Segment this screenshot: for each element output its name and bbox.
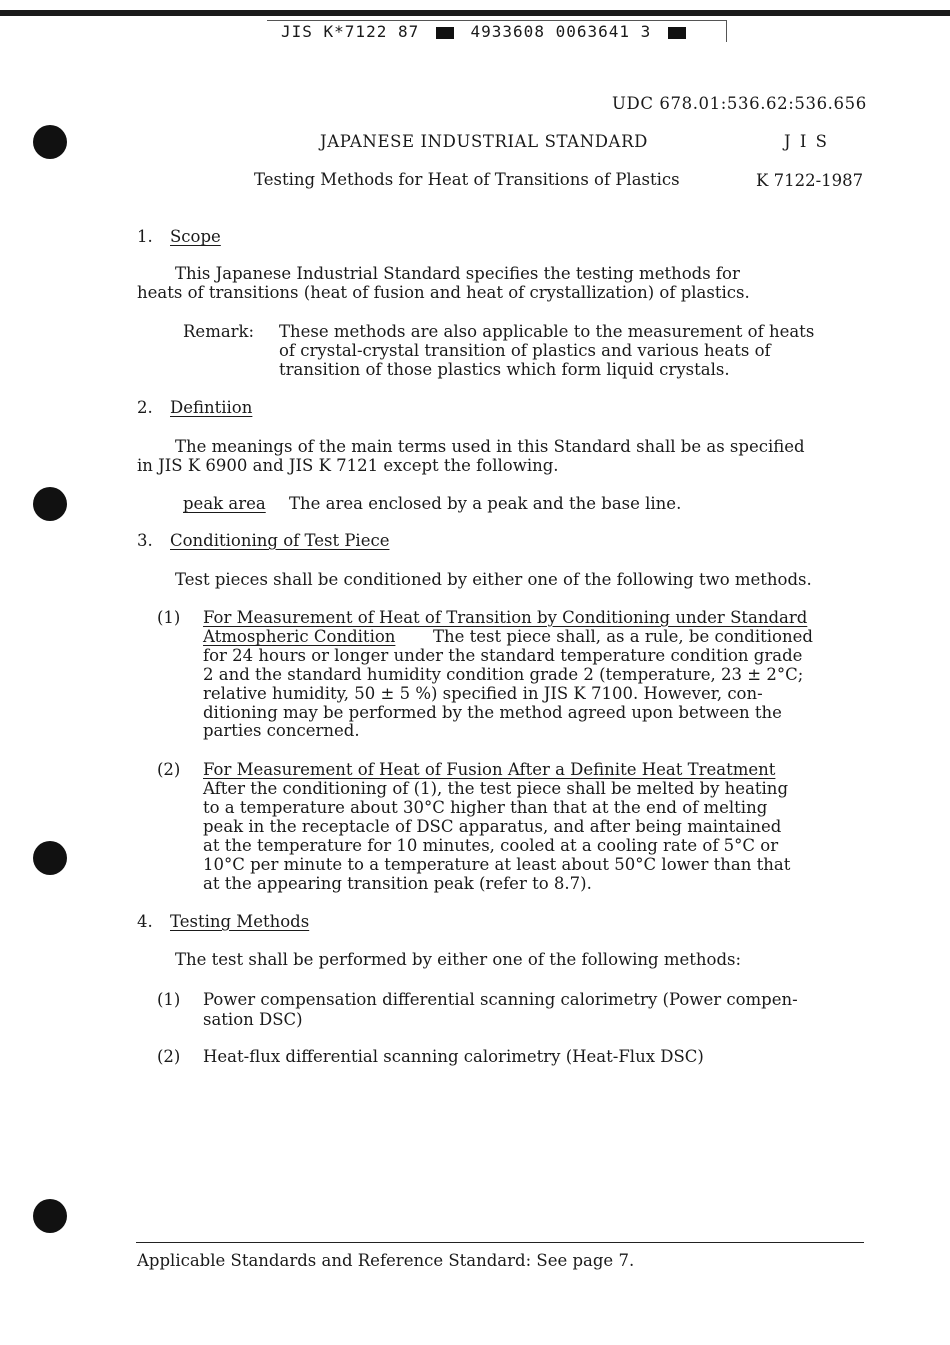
item-number: (1) bbox=[157, 608, 181, 627]
item-line: parties concerned. bbox=[203, 721, 360, 740]
section-1-para-line: This Japanese Industrial Standard specifies the testing methods for bbox=[175, 264, 740, 283]
item-line: at the appearing transition peak (refer to 8.7). bbox=[203, 874, 592, 893]
header-code-left: JIS K*7122 87 bbox=[281, 22, 420, 41]
item-heading: Atmospheric Condition bbox=[203, 627, 396, 646]
section-2-para-line: The meanings of the main terms used in this Standard shall be as specified bbox=[175, 437, 805, 456]
section-1-heading: Scope bbox=[170, 227, 221, 246]
punch-hole-icon bbox=[33, 487, 67, 521]
item-line: Power compensation differential scanning calorimetry (Power compen- bbox=[203, 990, 798, 1009]
section-3-heading: Conditioning of Test Piece bbox=[170, 531, 390, 550]
udc-number: UDC 678.01:536.62:536.656 bbox=[612, 94, 867, 113]
item-heading: For Measurement of Heat of Fusion After a Definite Heat Treatment bbox=[203, 760, 776, 779]
item-line: After the conditioning of (1), the test piece shall be melted by heating bbox=[203, 779, 789, 798]
item-line: 2 and the standard humidity condition grade 2 (temperature, 23 ± 2°C; bbox=[203, 665, 804, 684]
remark-line: transition of those plastics which form liquid crystals. bbox=[279, 360, 730, 379]
barcode-block-icon bbox=[668, 27, 686, 39]
punch-hole-icon bbox=[33, 125, 67, 159]
section-4-heading: Testing Methods bbox=[170, 912, 310, 931]
remark-label: Remark: bbox=[183, 322, 255, 341]
item-number: (2) bbox=[157, 760, 181, 779]
barcode-block-icon bbox=[436, 27, 454, 39]
footer-note: Applicable Standards and Reference Standard: See page 7. bbox=[137, 1251, 635, 1270]
punch-hole-icon bbox=[33, 841, 67, 875]
item-line: peak in the receptacle of DSC apparatus, and after being maintained bbox=[203, 817, 782, 836]
jis-label: J I S bbox=[784, 132, 829, 151]
header-code-strip bbox=[267, 20, 727, 42]
section-4-number: 4. bbox=[137, 912, 153, 931]
item-line: at the temperature for 10 minutes, cooled at a cooling rate of 5°C or bbox=[203, 836, 779, 855]
item-number: (2) bbox=[157, 1047, 181, 1066]
designation: K 7122-1987 bbox=[756, 171, 864, 190]
header-code-right: 4933608 0063641 3 bbox=[470, 22, 652, 41]
standard-label: JAPANESE INDUSTRIAL STANDARD bbox=[320, 132, 648, 151]
item-line: sation DSC) bbox=[203, 1010, 303, 1029]
section-1-para-line: heats of transitions (heat of fusion and heat of crystallization) of plastics. bbox=[137, 283, 750, 302]
item-line: Heat-flux differential scanning calorimetry (Heat-Flux DSC) bbox=[203, 1047, 704, 1066]
term-definition: The area enclosed by a peak and the base line. bbox=[289, 494, 682, 513]
item-number: (1) bbox=[157, 990, 181, 1009]
punch-hole-icon bbox=[33, 1199, 67, 1233]
footer-divider bbox=[136, 1242, 864, 1243]
item-heading: For Measurement of Heat of Transition by Conditioning under Standard bbox=[203, 608, 808, 627]
section-3-number: 3. bbox=[137, 531, 153, 550]
scan-top-border bbox=[0, 10, 950, 16]
item-line: to a temperature about 30°C higher than that at the end of melting bbox=[203, 798, 768, 817]
item-line: 10°C per minute to a temperature at least about 50°C lower than that bbox=[203, 855, 791, 874]
section-2-number: 2. bbox=[137, 398, 153, 417]
remark-line: of crystal-crystal transition of plastics and various heats of bbox=[279, 341, 771, 360]
section-2-para-line: in JIS K 6900 and JIS K 7121 except the following. bbox=[137, 456, 559, 475]
section-4-intro: The test shall be performed by either one of the following methods: bbox=[175, 950, 742, 969]
item-line: The test piece shall, as a rule, be conditioned bbox=[433, 627, 813, 646]
item-line: for 24 hours or longer under the standard temperature condition grade bbox=[203, 646, 803, 665]
item-line: ditioning may be performed by the method agreed upon between the bbox=[203, 703, 782, 722]
term-peak-area: peak area bbox=[183, 494, 266, 513]
item-line: relative humidity, 50 ± 5 %) specified in JIS K 7100. However, con- bbox=[203, 684, 763, 703]
page-title: Testing Methods for Heat of Transitions of Plastics bbox=[254, 170, 680, 189]
section-3-intro: Test pieces shall be conditioned by either one of the following two methods. bbox=[175, 570, 812, 589]
section-1-number: 1. bbox=[137, 227, 153, 246]
section-2-heading: Defintiion bbox=[170, 398, 253, 417]
remark-line: These methods are also applicable to the measurement of heats bbox=[279, 322, 815, 341]
